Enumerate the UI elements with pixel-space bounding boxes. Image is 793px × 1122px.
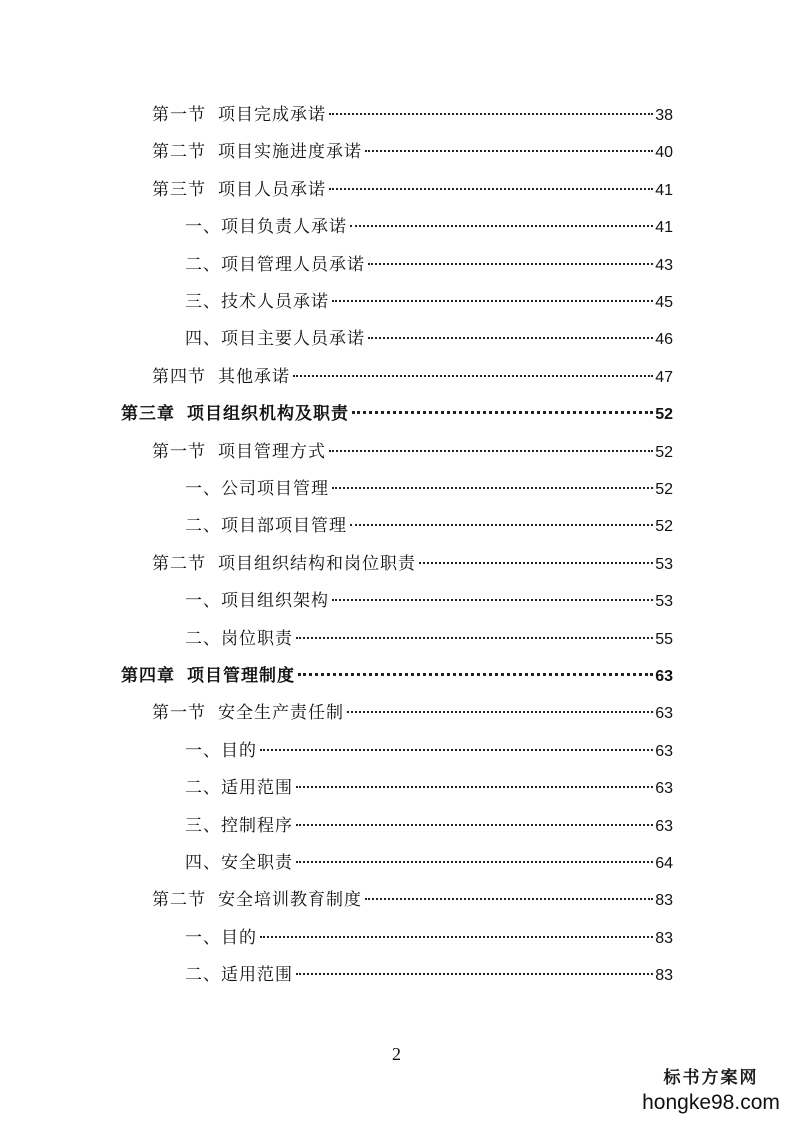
- toc-entry-page: 64: [655, 855, 673, 872]
- toc-entry-page: 45: [655, 294, 673, 311]
- toc-entry-title: 项目管理制度: [187, 666, 295, 686]
- toc-entry-page: 83: [655, 892, 673, 910]
- toc-entry-title: 技术人员承诺: [221, 292, 329, 312]
- toc-entry-number: 第二节: [152, 142, 206, 163]
- toc-entry-label: [152, 438, 326, 466]
- toc-dot-leader: [296, 824, 653, 826]
- toc-entry-page: 83: [655, 967, 673, 985]
- toc-entry[interactable]: [152, 101, 673, 129]
- toc-entry-page: 63: [655, 705, 673, 723]
- toc-entry-number: 四、: [185, 853, 221, 873]
- toc-entry-number: 一、: [185, 591, 221, 612]
- toc-entry-page: 63: [655, 668, 673, 685]
- toc-entry-number: 一、: [185, 217, 221, 238]
- toc-entry[interactable]: [152, 138, 673, 166]
- toc-entry-number: 四、: [185, 329, 221, 350]
- toc-entry-title: 项目组织机构及职责: [187, 404, 349, 425]
- toc-entry-label: [185, 475, 329, 503]
- toc-entry[interactable]: [152, 176, 673, 204]
- toc-entry-page: 52: [655, 406, 673, 424]
- toc-entry-page: 52: [655, 443, 673, 461]
- toc-entry-label: [185, 587, 329, 615]
- toc-entry-page: 83: [655, 929, 673, 947]
- toc-dot-leader: [332, 599, 653, 601]
- toc-entry[interactable]: [152, 886, 673, 914]
- toc-entry-page: 52: [655, 518, 673, 536]
- toc-entry-label: [185, 774, 293, 802]
- toc-entry-label: [152, 550, 416, 578]
- toc-entry-label: [185, 213, 347, 241]
- toc-entry-page: 38: [655, 107, 673, 124]
- toc-entry-number: 一、: [185, 740, 221, 761]
- toc-entry-number: 第四章: [121, 666, 175, 686]
- toc-entry-title: 公司项目管理: [221, 479, 329, 499]
- toc-entry-page: 41: [655, 219, 673, 237]
- toc-dot-leader: [298, 673, 653, 676]
- toc-entry-number: 一、: [185, 927, 221, 948]
- toc-entry[interactable]: [185, 587, 673, 615]
- toc-entry-number: 第三章: [121, 404, 175, 425]
- toc-entry-label: [185, 961, 293, 989]
- toc-entry-page: 41: [655, 181, 673, 199]
- toc-entry-page: 63: [655, 817, 673, 835]
- toc-entry[interactable]: [185, 288, 673, 316]
- toc-dot-leader: [368, 263, 653, 265]
- toc-entry-title: 目的: [221, 927, 257, 948]
- toc-entry-label: [185, 512, 347, 540]
- toc-entry-title: 目的: [221, 740, 257, 761]
- toc-entry-page: 47: [655, 368, 673, 386]
- toc-entry-title: 安全培训教育制度: [218, 890, 362, 911]
- toc-entry-label: [152, 176, 326, 204]
- toc-entry-label: [185, 812, 293, 840]
- toc-entry-number: 第一节: [152, 441, 206, 462]
- toc-entry-page: 53: [655, 555, 673, 573]
- toc-entry[interactable]: [121, 400, 673, 428]
- toc-entry[interactable]: [152, 699, 673, 727]
- toc-entry-number: 二、: [185, 778, 221, 799]
- toc-entry[interactable]: [185, 924, 673, 952]
- toc-entry-page: 40: [655, 144, 673, 162]
- toc-entry-title: 项目组织架构: [221, 591, 329, 612]
- toc-entry[interactable]: [185, 774, 673, 802]
- toc-dot-leader: [296, 973, 653, 975]
- toc-entry-number: 三、: [185, 815, 221, 836]
- toc-dot-leader: [329, 188, 653, 190]
- toc-entry-number: 第一节: [152, 105, 206, 125]
- toc-entry-label: [185, 625, 293, 653]
- toc-entry-title: 适用范围: [221, 778, 293, 799]
- toc-entry-page: 63: [655, 742, 673, 760]
- toc-dot-leader: [350, 225, 653, 227]
- toc-dot-leader: [347, 711, 653, 713]
- toc-dot-leader: [296, 861, 653, 863]
- toc-entry-title: 项目完成承诺: [218, 105, 326, 125]
- toc-dot-leader: [365, 898, 653, 900]
- toc-entry-page: 46: [655, 331, 673, 349]
- toc-dot-leader: [296, 637, 653, 639]
- toc-entry-title: 其他承诺: [218, 366, 290, 387]
- toc-entry-title: 项目主要人员承诺: [221, 329, 365, 350]
- toc-dot-leader: [350, 524, 653, 526]
- toc-dot-leader: [293, 375, 653, 377]
- toc-entry-label: [152, 363, 290, 391]
- toc-dot-leader: [260, 936, 653, 938]
- watermark-name: 标书方案网: [663, 1068, 759, 1088]
- toc-entry-page: 55: [655, 630, 673, 648]
- toc-entry-title: 项目组织结构和岗位职责: [218, 553, 416, 574]
- toc-dot-leader: [329, 450, 653, 452]
- toc-dot-leader: [368, 337, 653, 339]
- toc-entry-label: [185, 288, 329, 316]
- toc-dot-leader: [332, 487, 653, 489]
- toc-entry-label: [185, 325, 365, 353]
- toc-entry-number: 第一节: [152, 703, 206, 724]
- toc-entry-number: 第三节: [152, 179, 206, 200]
- toc-entry[interactable]: [185, 961, 673, 989]
- toc-entry-title: 岗位职责: [221, 628, 293, 649]
- toc-entry-title: 项目实施进度承诺: [218, 142, 362, 163]
- toc-entry[interactable]: [185, 512, 673, 540]
- toc-entry[interactable]: [152, 550, 673, 578]
- toc-entry-number: 一、: [185, 479, 221, 499]
- page-number: 2: [392, 1044, 401, 1064]
- toc-entry-number: 第二节: [152, 890, 206, 911]
- toc-dot-leader: [365, 150, 653, 152]
- toc-entry-title: 安全职责: [221, 853, 293, 873]
- toc-entry-label: [152, 101, 326, 129]
- toc-dot-leader: [329, 113, 653, 115]
- toc-entry-label: [185, 737, 257, 765]
- toc-dot-leader: [352, 411, 653, 414]
- toc-entry-title: 项目管理方式: [218, 441, 326, 462]
- toc-entry-label: [185, 849, 293, 877]
- toc-entry[interactable]: [185, 325, 673, 353]
- watermark: [641, 1066, 781, 1116]
- toc-entry[interactable]: [121, 662, 673, 690]
- toc-entry-number: 二、: [185, 516, 221, 537]
- toc-entry-title: 项目部项目管理: [221, 516, 347, 537]
- toc-entry-page: 52: [655, 481, 673, 498]
- toc-entry-page: 63: [655, 780, 673, 798]
- toc-entry[interactable]: [185, 251, 673, 279]
- toc-entry-title: 控制程序: [221, 815, 293, 836]
- toc-entry[interactable]: [185, 625, 673, 653]
- toc-entry-number: 二、: [185, 628, 221, 649]
- toc-entry-page: 53: [655, 593, 673, 611]
- toc-entry-label: [152, 138, 362, 166]
- toc-dot-leader: [260, 749, 653, 751]
- toc-entry-label: [152, 699, 344, 727]
- toc-entry-title: 安全生产责任制: [218, 703, 344, 724]
- toc-entry[interactable]: [185, 849, 673, 877]
- toc-entry-title: 项目人员承诺: [218, 179, 326, 200]
- toc-entry[interactable]: [185, 213, 673, 241]
- toc-entry[interactable]: [152, 438, 673, 466]
- toc-dot-leader: [332, 300, 653, 302]
- toc-dot-leader: [419, 562, 653, 564]
- toc-entry[interactable]: [185, 812, 673, 840]
- toc-entry-label: [121, 400, 349, 428]
- toc-entry-label: [185, 251, 365, 279]
- watermark-url: hongke98.com: [642, 1091, 780, 1114]
- toc-entry-number: 三、: [185, 292, 221, 312]
- toc-entry-label: [152, 886, 362, 914]
- toc-entry-number: 第二节: [152, 553, 206, 574]
- toc-entry-title: 适用范围: [221, 965, 293, 986]
- toc-dot-leader: [296, 786, 653, 788]
- toc-entry-title: 项目管理人员承诺: [221, 254, 365, 275]
- toc-entry[interactable]: [185, 475, 673, 503]
- toc-entry-page: 43: [655, 256, 673, 274]
- toc-entry-number: 二、: [185, 965, 221, 986]
- toc-entry-title: 项目负责人承诺: [221, 217, 347, 238]
- toc-entry[interactable]: [152, 363, 673, 391]
- toc-entry[interactable]: [185, 737, 673, 765]
- toc-entry-label: [185, 924, 257, 952]
- toc-entry-number: 第四节: [152, 366, 206, 387]
- toc-entry-label: [121, 662, 295, 690]
- toc-entry-number: 二、: [185, 254, 221, 275]
